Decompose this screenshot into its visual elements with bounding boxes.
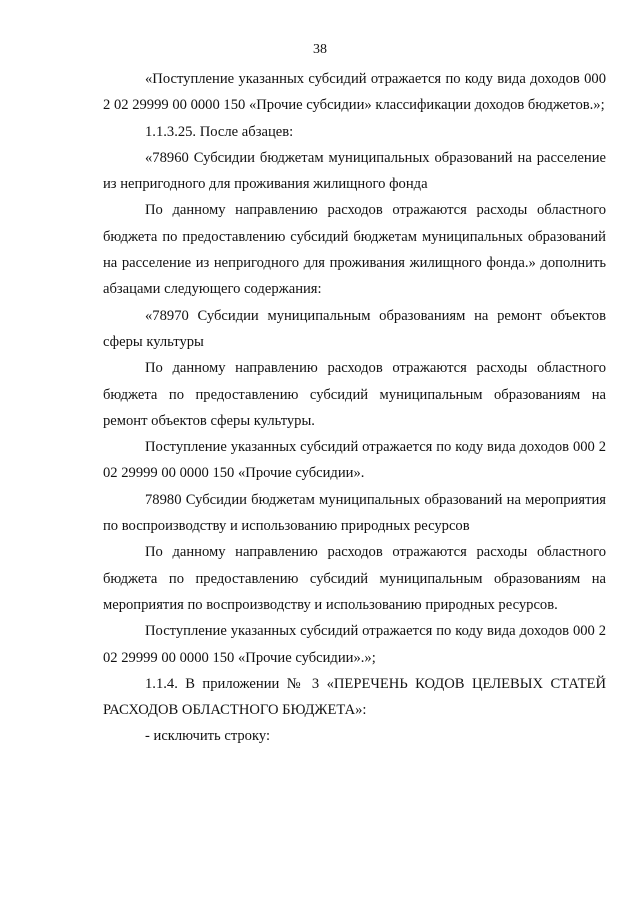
paragraph-exclude-row: - исключить строку:	[145, 728, 271, 745]
paragraph-78980-title: 78980 Субсидии бюджетам муниципальных образований на мероприятия по воспроизводству и использованию природных ресурсов	[103, 491, 606, 535]
page-number: 38	[313, 42, 327, 57]
paragraph-78960-title: «78960 Субсидии бюджетам муниципальных образований на расселение из непригодного для проживания жилищного фонда	[103, 149, 606, 193]
paragraph-78960-description: По данному направлению расходов отражаются расходы областного бюджета по предоставлению субсидий бюджетам муниципальных образований на расселение из непригодного для проживания жилищного фонда.» дополнить абзацами следующего содержания:	[103, 202, 606, 298]
paragraph-78980-description: По данному направлению расходов отражаются расходы областного бюджета по предоставлению субсидий муниципальным образованиям на мероприятия по воспроизводству и использованию природных ресурсов.	[103, 544, 606, 613]
paragraph-78970-description: По данному направлению расходов отражаются расходы областного бюджета по предоставлению субсидий муниципальным образованиям на ремонт объектов сферы культуры.	[103, 360, 606, 429]
paragraph-item-1-1-3-25: 1.1.3.25. После абзацев:	[145, 123, 294, 140]
paragraph-78970-income-code: Поступление указанных субсидий отражается по коду вида доходов 000 2 02 29999 00 0000 150 «Прочие субсидии».	[103, 439, 606, 482]
document-body	[103, 66, 606, 750]
paragraph-78970-title: «78970 Субсидии муниципальным образованиям на ремонт объектов сферы культуры	[103, 307, 606, 350]
paragraph-78980-income-code: Поступление указанных субсидий отражается по коду вида доходов 000 2 02 29999 00 0000 150 «Прочие субсидии».»;	[103, 623, 606, 666]
paragraph-income-subsidies-classification: «Поступление указанных субсидий отражается по коду вида доходов 000 2 02 29999 00 0000 150 «Прочие субсидии» классификации доходов бюджетов.»;	[103, 71, 606, 114]
paragraph-item-1-1-4: 1.1.4. В приложении № 3 «ПЕРЕЧЕНЬ КОДОВ ЦЕЛЕВЫХ СТАТЕЙ РАСХОДОВ ОБЛАСТНОГО БЮДЖЕТА»:	[103, 675, 606, 719]
